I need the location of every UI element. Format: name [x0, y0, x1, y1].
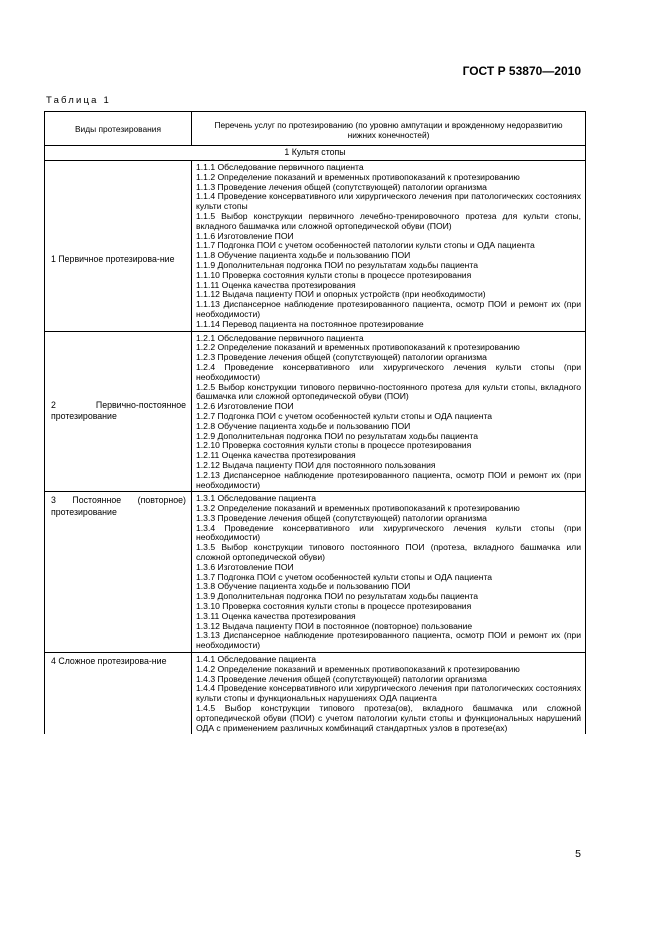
service-item: 1.2.9 Дополнительная подгонка ПОИ по результатам ходьбы пациента — [196, 430, 479, 441]
service-item: 1.2.6 Изготовление ПОИ — [196, 401, 294, 412]
service-item: 1.1.6 Изготовление ПОИ — [196, 230, 294, 241]
service-item: 1.1.5 Выбор конструкции первичного лечебно-тренировочного протеза для культи стопы, вкладного башмачка или сложной ортопедической обуви (ПОИ) — [196, 210, 581, 231]
service-item: 1.1.13 Диспансерное наблюдение протезированного пациента, осмотр ПОИ и ремонт их (при необходимости) — [196, 299, 581, 319]
table-row — [45, 492, 586, 653]
service-item: 1.3.2 Определение показаний и временных противопоказаний к протезированию — [196, 503, 520, 514]
service-item: 1.3.11 Оценка качества протезирования — [196, 610, 356, 621]
services-list-cell — [192, 331, 586, 492]
prosthetics-type-cell — [45, 492, 192, 653]
service-item: 1.3.3 Проведение лечения общей (сопутствующей) патологии организма — [196, 512, 487, 523]
service-item: 1.4.1 Обследование пациента — [196, 654, 316, 665]
service-item: 1.2.10 Проверка состояния культи стопы в процессе протезирования — [196, 440, 472, 451]
service-item: 1.3.10 Проверка состояния культи стопы в процессе протезирования — [196, 601, 472, 612]
service-item: 1.1.2 Определение показаний и временных противопоказаний к протезированию — [196, 171, 520, 182]
services-table — [44, 111, 586, 734]
service-item: 1.2.2 Определение показаний и временных противопоказаний к протезированию — [196, 342, 520, 353]
service-item: 1.2.7 Подгонка ПОИ с учетом особенностей культи стопы и ОДА пациента — [196, 410, 493, 421]
service-item: 1.4.5 Выбор конструкции типового протеза(ов), вкладного башмачка или сложной ортопедической обуви (ПОИ) с учетом патологии культи стопы и функциональных нарушений ОДА с применением различных комбинаций стандартных узлов в протезе(ах) — [196, 703, 581, 733]
service-item: 1.1.14 Перевод пациента на постоянное протезирование — [196, 318, 424, 329]
service-item: 1.1.1 Обследование первичного пациента — [196, 162, 364, 172]
prosthetics-type-label: 1 Первичное протезирова-ние — [51, 254, 175, 265]
service-item: 1.3.7 Подгонка ПОИ с учетом особенностей культи стопы и ОДА пациента — [196, 571, 493, 582]
column-header-services: Перечень услуг по протезированию (по уровню ампутации и врожденному недоразвитию нижних конечностей) — [192, 112, 586, 146]
service-item: 1.3.5 Выбор конструкции типового постоянного ПОИ (протеза, вкладного башмачка или сложной ортопедической обуви) — [196, 542, 581, 563]
services-list-cell — [192, 492, 586, 653]
prosthetics-type-label: 3 Постоянное (повторное) протезирование — [51, 495, 186, 517]
service-item: 1.1.3 Проведение лечения общей (сопутствующей) патологии организма — [196, 181, 487, 192]
table-row — [45, 331, 586, 492]
service-item: 1.1.11 Оценка качества протезирования — [196, 279, 356, 290]
service-item: 1.4.3 Проведение лечения общей (сопутствующей) патологии организма — [196, 673, 487, 684]
prosthetics-type-cell — [45, 161, 192, 332]
service-item: 1.4.4 Проведение консервативного или хирургического лечения при патологических состояниях культи стопы и функциональных нарушениях ОДА пациента — [196, 683, 581, 704]
service-item: 1.3.1 Обследование пациента — [196, 493, 316, 504]
service-item: 1.1.8 Обучение пациента ходьбе и пользованию ПОИ — [196, 250, 411, 261]
service-item: 1.3.12 Выдача пациенту ПОИ в постоянное (повторное) пользование — [196, 620, 473, 631]
services-list-cell — [192, 653, 586, 735]
service-item: 1.3.9 Дополнительная подгонка ПОИ по результатам ходьбы пациента — [196, 591, 479, 602]
service-item: 1.3.4 Проведение консервативного или хирургического лечения культи стопы (при необходимости) — [196, 522, 581, 543]
prosthetics-type-label: 2 Первично-постоянное протезирование — [51, 400, 186, 422]
service-item: 1.4.2 Определение показаний и временных противопоказаний к протезированию — [196, 663, 520, 674]
service-item: 1.2.8 Обучение пациента ходьбе и пользованию ПОИ — [196, 420, 411, 431]
service-item: 1.1.4 Проведение консервативного или хирургического лечения при патологических состояниях культи стопы — [196, 191, 581, 212]
document-code: ГОСТ Р 53870—2010 — [462, 64, 581, 78]
page-number: 5 — [575, 848, 581, 860]
service-item: 1.2.4 Проведение консервативного или хирургического лечения культи стопы (при необходимости) — [196, 361, 581, 382]
service-item: 1.2.3 Проведение лечения общей (сопутствующей) патологии организма — [196, 352, 487, 363]
table-header-row — [45, 112, 586, 146]
service-item: 1.2.11 Оценка качества протезирования — [196, 450, 356, 461]
services-list-cell — [192, 161, 586, 332]
service-item: 1.3.13 Диспансерное наблюдение протезированного пациента, осмотр ПОИ и ремонт их (при необходимости) — [196, 630, 581, 651]
table-row — [45, 653, 586, 735]
service-item: 1.2.13 Диспансерное наблюдение протезированного пациента, осмотр ПОИ и ремонт их (при необходимости) — [196, 469, 581, 490]
prosthetics-type-label: 4 Сложное протезирова-ние — [51, 656, 167, 667]
prosthetics-type-cell — [45, 653, 192, 735]
service-item: 1.2.1 Обследование первичного пациента — [196, 332, 364, 343]
service-item: 1.2.12 Выдача пациенту ПОИ для постоянного пользования — [196, 459, 436, 470]
prosthetics-type-cell — [45, 331, 192, 492]
service-item: 1.2.5 Выбор конструкции типового первично-постоянного протеза для культи стопы, вкладного башмачка или сложной ортопедической обуви (ПОИ) — [196, 381, 581, 402]
column-header-types: Виды протезирования — [45, 112, 192, 146]
section-title: 1 Культя стопы — [45, 146, 586, 161]
service-item: 1.1.7 Подгонка ПОИ с учетом особенностей патологии культи стопы и ОДА пациента — [196, 240, 535, 251]
section-row — [45, 146, 586, 161]
table-row — [45, 161, 586, 332]
service-item: 1.1.12 Выдача пациенту ПОИ и опорных устройств (при необходимости) — [196, 289, 486, 300]
service-item: 1.3.6 Изготовление ПОИ — [196, 561, 294, 572]
service-item: 1.1.10 Проверка состояния культи стопы в процессе протезирования — [196, 269, 472, 280]
table-caption: Таблица 1 — [46, 95, 111, 106]
service-item: 1.3.8 Обучение пациента ходьбе и пользованию ПОИ — [196, 581, 411, 592]
service-item: 1.1.9 Дополнительная подгонка ПОИ по результатам ходьбы пациента — [196, 259, 479, 270]
